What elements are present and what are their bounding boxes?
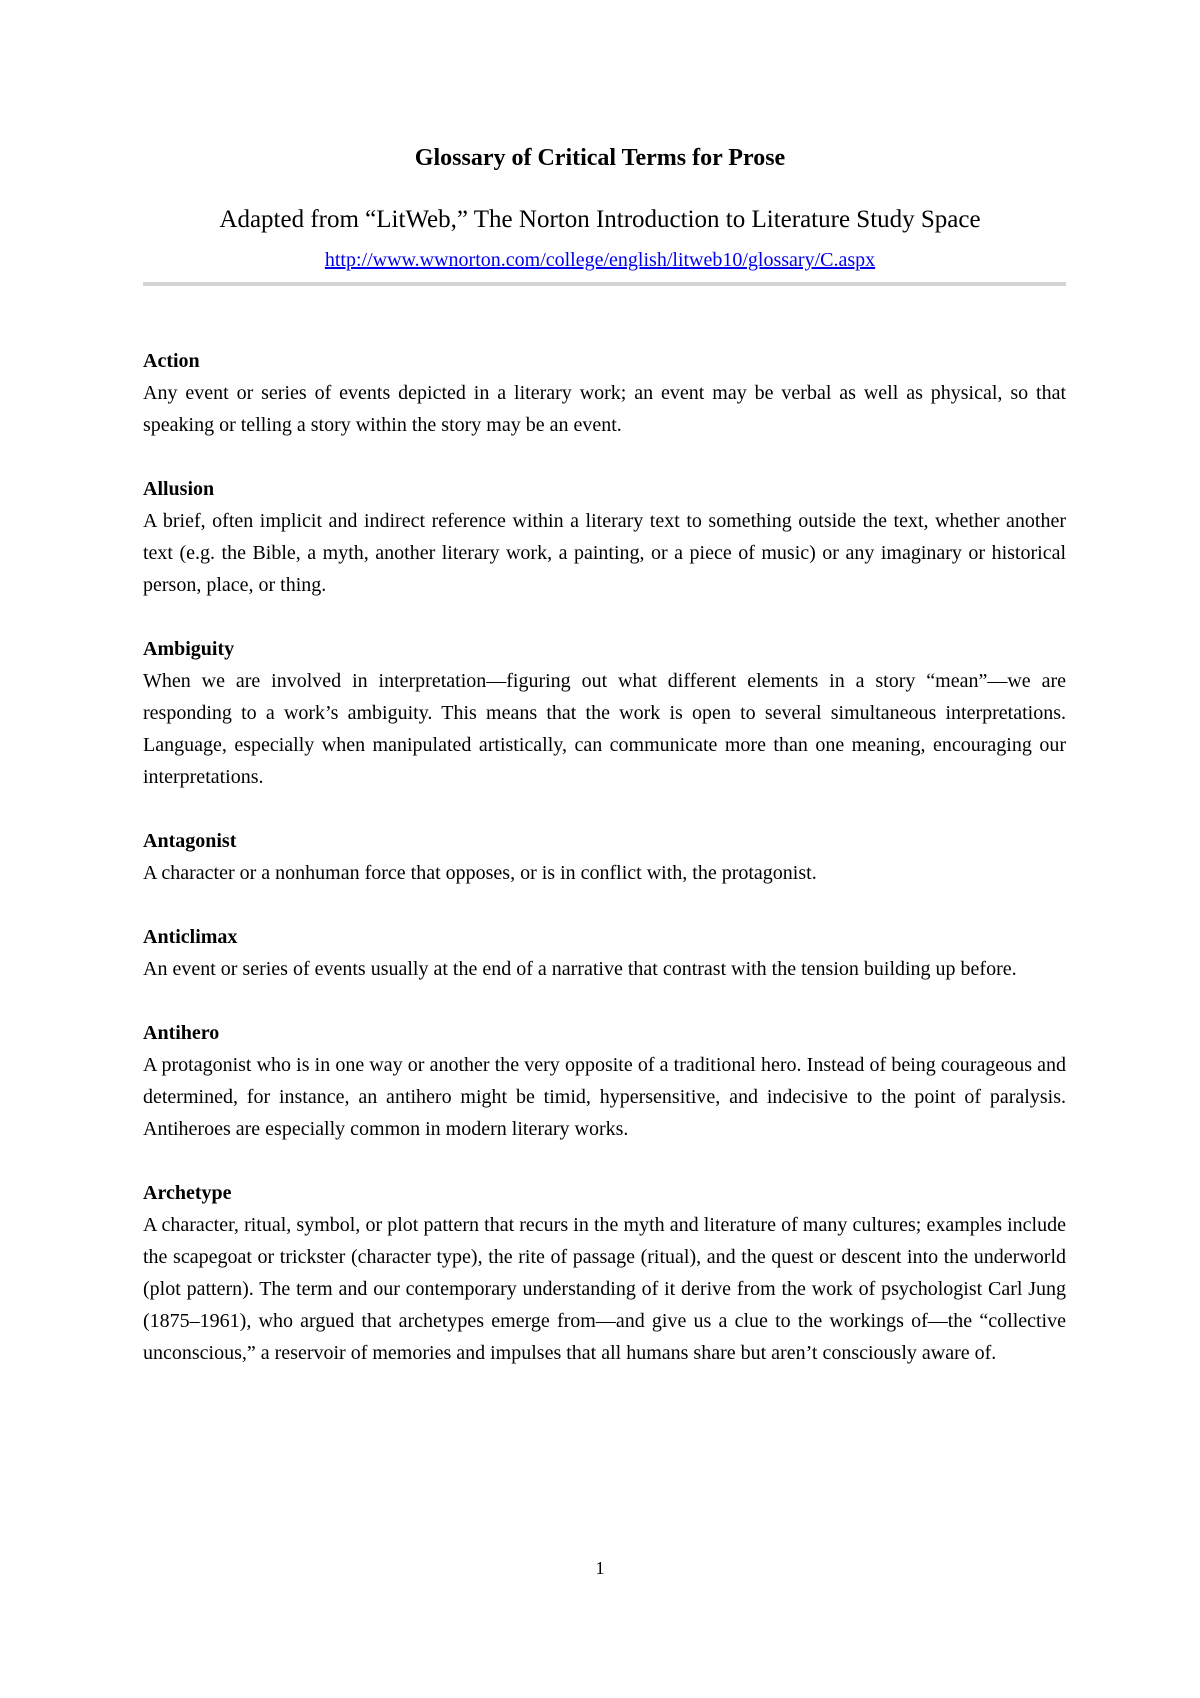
- glossary-definition: A protagonist who is in one way or another the very opposite of a traditional hero. Instead of being courageous and determined, for instance, an antihero might be timid, hypersensitive, and indecisive to the point of paralysis. Antiheroes are especially common in modern literary works.: [143, 1054, 1066, 1140]
- glossary-entry-archetype: [143, 1177, 1066, 1369]
- glossary-term: Archetype: [143, 1182, 232, 1204]
- glossary-entry-antihero: [143, 1017, 1066, 1145]
- document-subtitle: Adapted from “LitWeb,” The Norton Introduction to Literature Study Space: [219, 206, 981, 233]
- glossary-term: Antihero: [143, 1022, 220, 1044]
- glossary-entry-allusion: [143, 473, 1066, 601]
- glossary-definition: A character or a nonhuman force that opposes, or is in conflict with, the protagonist.: [143, 862, 817, 884]
- glossary-definition: When we are involved in interpretation—figuring out what different elements in a story “mean”—we are responding to a work’s ambiguity. This means that the work is open to several simultaneous interpretations. Language, especially when manipulated artistically, can communicate more than one meaning, encouraging our interpretations.: [143, 670, 1066, 788]
- glossary-definition: A brief, often implicit and indirect reference within a literary text to something outside the text, whether another text (e.g. the Bible, a myth, another literary work, a painting, or a piece of music) or any imaginary or historical person, place, or thing.: [143, 510, 1066, 596]
- source-link-line: [0, 248, 1200, 272]
- glossary-definition: Any event or series of events depicted in a literary work; an event may be verbal as well as physical, so that speaking or telling a story within the story may be an event.: [143, 382, 1066, 436]
- glossary-entry-action: [143, 345, 1066, 441]
- source-link[interactable]: http://www.wwnorton.com/college/english/litweb10/glossary/C.aspx: [324, 249, 876, 271]
- glossary-term: Anticlimax: [143, 926, 238, 948]
- glossary-term: Allusion: [143, 478, 215, 500]
- glossary-term: Antagonist: [143, 830, 237, 852]
- document-title: Glossary of Critical Terms for Prose: [414, 145, 786, 171]
- header-divider: [143, 282, 1066, 286]
- glossary-entry-antagonist: [143, 825, 1066, 889]
- glossary-entry-anticlimax: [143, 921, 1066, 985]
- glossary-definition: A character, ritual, symbol, or plot pattern that recurs in the myth and literature of many cultures; examples include the scapegoat or trickster (character type), the rite of passage (ritual), and the quest or descent into the underworld (plot pattern). The term and our contemporary understanding of it derive from the work of psychologist Carl Jung (1875–1961), who argued that archetypes emerge from—and give us a clue to the workings of—the “collective unconscious,” a reservoir of memories and impulses that all humans share but aren’t consciously aware of.: [143, 1214, 1066, 1364]
- glossary-term: Action: [143, 350, 200, 372]
- glossary-term: Ambiguity: [143, 638, 235, 660]
- glossary-entries: [143, 345, 1066, 1401]
- glossary-definition: An event or series of events usually at the end of a narrative that contrast with the tension building up before.: [143, 958, 1017, 980]
- page-number: 1: [595, 1558, 605, 1578]
- glossary-entry-ambiguity: [143, 633, 1066, 793]
